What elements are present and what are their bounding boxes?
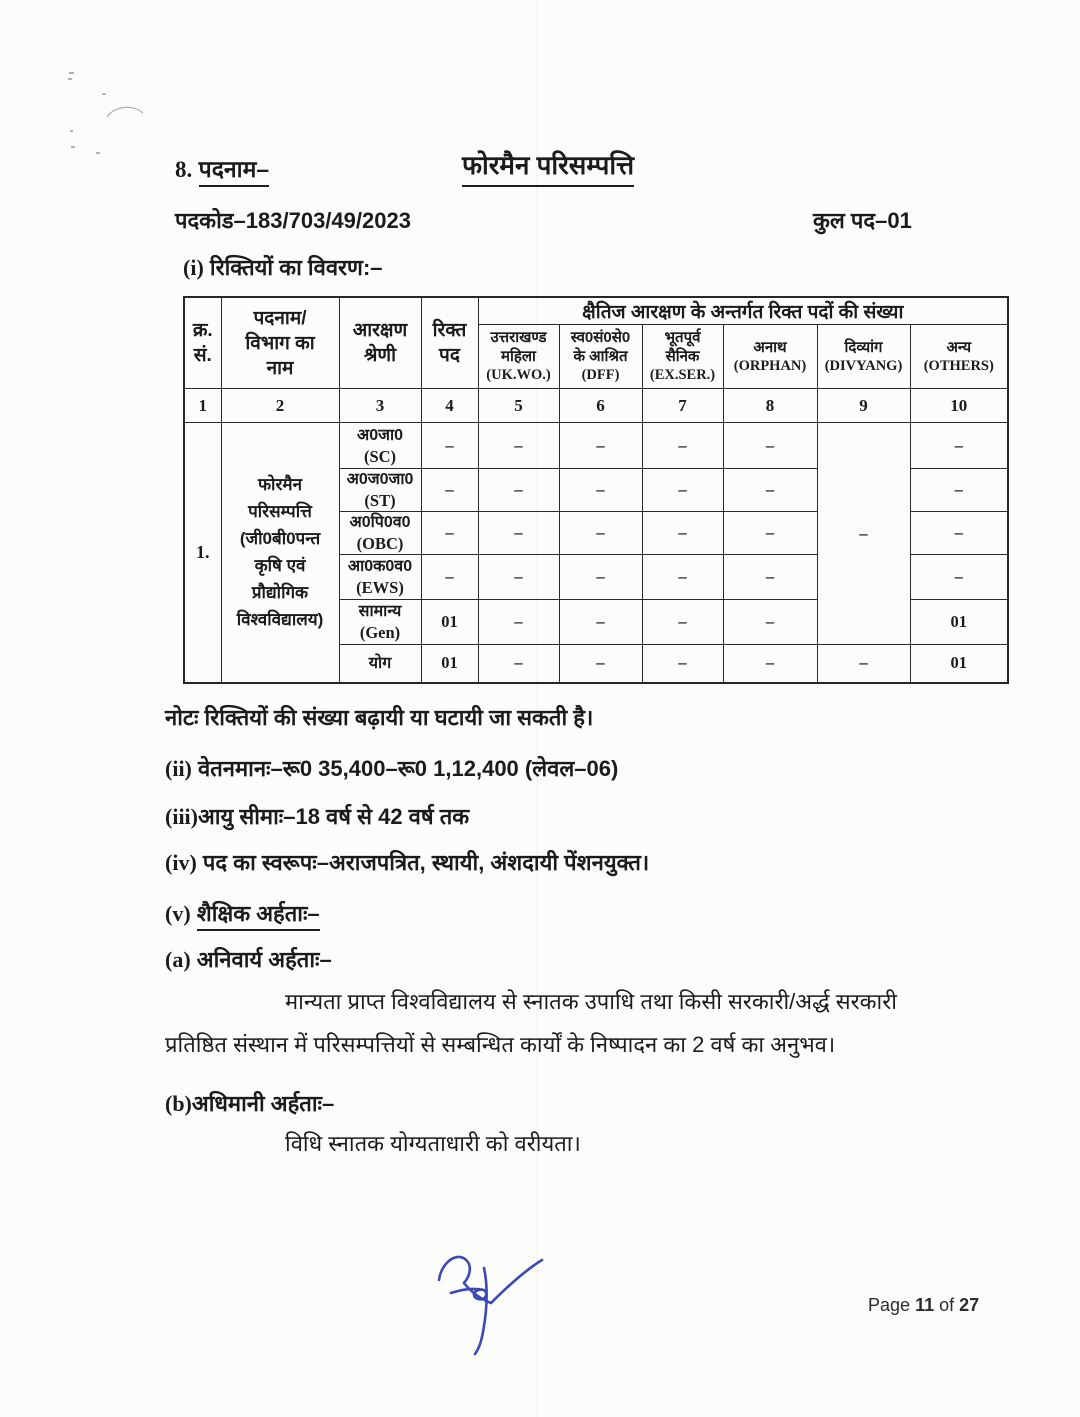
nature-marker: (iv) <box>165 850 197 875</box>
category-code: (ST) <box>364 491 396 510</box>
header-divyang <box>817 325 910 389</box>
category-code: (SC) <box>363 446 397 466</box>
cell-exser: – <box>642 555 723 600</box>
cell-divyang-merged: – <box>817 423 910 645</box>
cell-others: – <box>910 469 1008 512</box>
cell-others: – <box>910 512 1008 555</box>
page-total: 27 <box>959 1295 980 1315</box>
department-line: फोरमैन <box>257 475 303 495</box>
header-line: अनाथ <box>753 338 787 356</box>
of-word: of <box>939 1295 955 1315</box>
header-exser <box>642 325 723 389</box>
cell-orphan: – <box>723 555 817 600</box>
cell-ukwo: – <box>478 645 559 683</box>
header-horizontal-reservation: क्षैतिज आरक्षण के अन्तर्गत रिक्त पदों की संख्या <box>478 297 1008 325</box>
essential-text-line-2: प्रतिष्ठित संस्थान में परिसम्पत्तियों से सम्बन्धित कार्यों के निष्पादन का 2 वर्ष का अनुभव। <box>165 1032 836 1057</box>
department-line: (जी0बी0पन्त <box>239 529 321 549</box>
header-line-en: (UK.WO.) <box>486 367 551 383</box>
header-others <box>910 325 1008 389</box>
page-word: Page <box>868 1295 911 1315</box>
pay-text: वेतनमानः–रू0 35,400–रू0 1,12,400 (लेवल–06) <box>198 756 619 781</box>
cell-category-total <box>339 645 421 683</box>
essential-text-line-1: मान्यता प्राप्त विश्वविद्यालय से स्नातक उपाधि तथा किसी सरकारी/अर्द्ध सरकारी <box>285 989 897 1014</box>
category-code: (Gen) <box>359 623 401 642</box>
cell-dff: – <box>559 469 642 512</box>
col-index: 2 <box>221 389 339 423</box>
header-vacant-posts <box>421 297 478 389</box>
cell-ukwo: – <box>478 600 559 645</box>
header-line-en: (EX.SER.) <box>649 367 716 383</box>
col-index: 3 <box>339 389 421 423</box>
department-line: प्रौद्योगिक <box>251 583 309 603</box>
pay-marker: (ii) <box>165 756 192 781</box>
category-hindi: योग <box>368 654 392 672</box>
scan-noise-marks <box>55 55 175 175</box>
post-title: फोरमैन परिसम्पत्ति <box>462 146 634 187</box>
education-heading: शैक्षिक अर्हताः– <box>197 901 320 931</box>
cell-orphan: – <box>723 423 817 469</box>
cell-others: 01 <box>910 600 1008 645</box>
header-orphan <box>723 325 817 389</box>
table-row <box>184 423 1008 469</box>
category-code: (EWS) <box>356 578 404 597</box>
header-reservation-category <box>339 297 421 389</box>
category-hindi: आ0क0व0 <box>347 558 413 575</box>
preferential-text: विधि स्नातक योग्यताधारी को वरीयता। <box>285 1131 581 1156</box>
cell-orphan: – <box>723 600 817 645</box>
header-dff <box>559 325 642 389</box>
category-code: (OBC) <box>356 534 404 553</box>
cell-vacant: – <box>421 423 478 469</box>
page-number <box>868 1295 979 1316</box>
nature-text: पद का स्वरूपः–अराजपत्रित, स्थायी, अंशदायी पेंशनयुक्त। <box>202 850 650 875</box>
vacancy-heading-text: रिक्तियों का विवरण:– <box>209 255 383 280</box>
header-line: पदनाम/ <box>253 307 307 329</box>
pay-scale-line <box>165 753 618 783</box>
department-line: परिसम्पत्ति <box>248 502 312 522</box>
col-index: 9 <box>817 389 910 423</box>
preferential-heading: अधिमानी अर्हताः– <box>191 1091 335 1116</box>
vacancy-table <box>183 296 1009 684</box>
vacancy-marker: (i) <box>183 255 204 280</box>
header-post-department <box>221 297 339 389</box>
header-line: अन्य <box>946 338 972 356</box>
col-index: 8 <box>723 389 817 423</box>
education-marker: (v) <box>165 901 191 926</box>
col-index: 5 <box>478 389 559 423</box>
cell-others: 01 <box>910 645 1008 683</box>
cell-exser: – <box>642 423 723 469</box>
essential-marker: (a) <box>165 947 191 972</box>
header-serial <box>184 297 221 389</box>
cell-dff: – <box>559 512 642 555</box>
cell-dff: – <box>559 645 642 683</box>
cell-vacant: 01 <box>421 600 478 645</box>
preferential-marker: (b) <box>165 1091 192 1116</box>
age-marker: (iii) <box>165 804 198 829</box>
header-line: आरक्षण <box>352 320 408 341</box>
cell-vacant: – <box>421 469 478 512</box>
category-hindi: सामान्य <box>358 603 402 620</box>
essential-heading-line <box>165 944 332 974</box>
header-line: पद <box>439 345 460 366</box>
note-line: नोटः रिक्तियों की संख्या बढ़ायी या घटायी जा सकती है। <box>165 705 594 730</box>
cell-vacant: – <box>421 512 478 555</box>
vacancy-details-heading <box>183 252 383 282</box>
header-line: भूतपूर्व <box>664 329 701 346</box>
header-ukwo <box>478 325 559 389</box>
age-text: आयु सीमाः–18 वर्ष से 42 वर्ष तक <box>198 804 470 829</box>
cell-category <box>339 423 421 469</box>
cell-category <box>339 555 421 600</box>
cell-serial: 1. <box>184 423 221 683</box>
cell-exser: – <box>642 600 723 645</box>
cell-dff: – <box>559 555 642 600</box>
signature-mark <box>423 1246 555 1368</box>
education-heading-line <box>165 898 320 928</box>
header-line: विभाग का <box>245 332 315 354</box>
cell-category <box>339 469 421 512</box>
cell-exser: – <box>642 645 723 683</box>
header-line: के आश्रित <box>573 348 628 365</box>
post-code: पदकोड–183/703/49/2023 <box>175 208 411 233</box>
post-nature-line <box>165 847 649 877</box>
cell-exser: – <box>642 512 723 555</box>
vacancy-table-wrap <box>183 296 1009 684</box>
cell-exser: – <box>642 469 723 512</box>
cell-divyang: – <box>817 645 910 683</box>
cell-department <box>221 423 339 683</box>
cell-category <box>339 512 421 555</box>
header-line: दिव्यांग <box>844 338 883 356</box>
cell-ukwo: – <box>478 469 559 512</box>
category-hindi: अ0ज0जा0 <box>346 471 414 488</box>
header-line: सैनिक <box>665 348 700 365</box>
department-line: कृषि एवं <box>254 556 306 576</box>
cell-others: – <box>910 555 1008 600</box>
header-line: नाम <box>266 357 294 379</box>
preferential-heading-line <box>165 1088 334 1118</box>
col-index: 1 <box>184 389 221 423</box>
cell-ukwo: – <box>478 555 559 600</box>
col-index: 7 <box>642 389 723 423</box>
cell-ukwo: – <box>478 512 559 555</box>
header-line-en: (DFF) <box>581 367 620 383</box>
department-line: विश्वविद्यालय) <box>236 610 324 630</box>
header-line-en: (ORPHAN) <box>733 357 807 374</box>
col-index: 6 <box>559 389 642 423</box>
cell-ukwo: – <box>478 423 559 469</box>
header-line-en: (OTHERS) <box>923 357 994 374</box>
cell-dff: – <box>559 423 642 469</box>
section-label: पदनाम– <box>199 156 270 187</box>
header-line: महिला <box>501 348 536 365</box>
essential-heading: अनिवार्य अर्हताः– <box>196 947 332 972</box>
cell-vacant: 01 <box>421 645 478 683</box>
col-index: 4 <box>421 389 478 423</box>
header-line-en: (DIVYANG) <box>824 357 903 374</box>
header-line: स्व0सं0से0 <box>570 329 631 346</box>
header-line: श्रेणी <box>363 345 397 366</box>
header-line: उत्तराखण्ड <box>490 329 547 346</box>
cell-dff: – <box>559 600 642 645</box>
cell-vacant: – <box>421 555 478 600</box>
table-column-index-row <box>184 389 1008 423</box>
cell-category <box>339 600 421 645</box>
section-title-line <box>175 152 269 184</box>
page-current: 11 <box>915 1295 935 1315</box>
total-posts: कुल पद–01 <box>813 208 912 233</box>
category-hindi: अ0पि0व0 <box>349 514 411 531</box>
col-index: 10 <box>910 389 1008 423</box>
category-hindi: अ0जा0 <box>356 426 404 444</box>
cell-orphan: – <box>723 469 817 512</box>
cell-orphan: – <box>723 512 817 555</box>
header-line: सं. <box>193 345 212 366</box>
table-header-row-1 <box>184 297 1008 325</box>
header-line: क्र. <box>192 320 213 341</box>
cell-orphan: – <box>723 645 817 683</box>
cell-others: – <box>910 423 1008 469</box>
age-limit-line <box>165 801 469 831</box>
section-number: 8. <box>175 157 193 182</box>
header-line: रिक्त <box>432 320 467 341</box>
